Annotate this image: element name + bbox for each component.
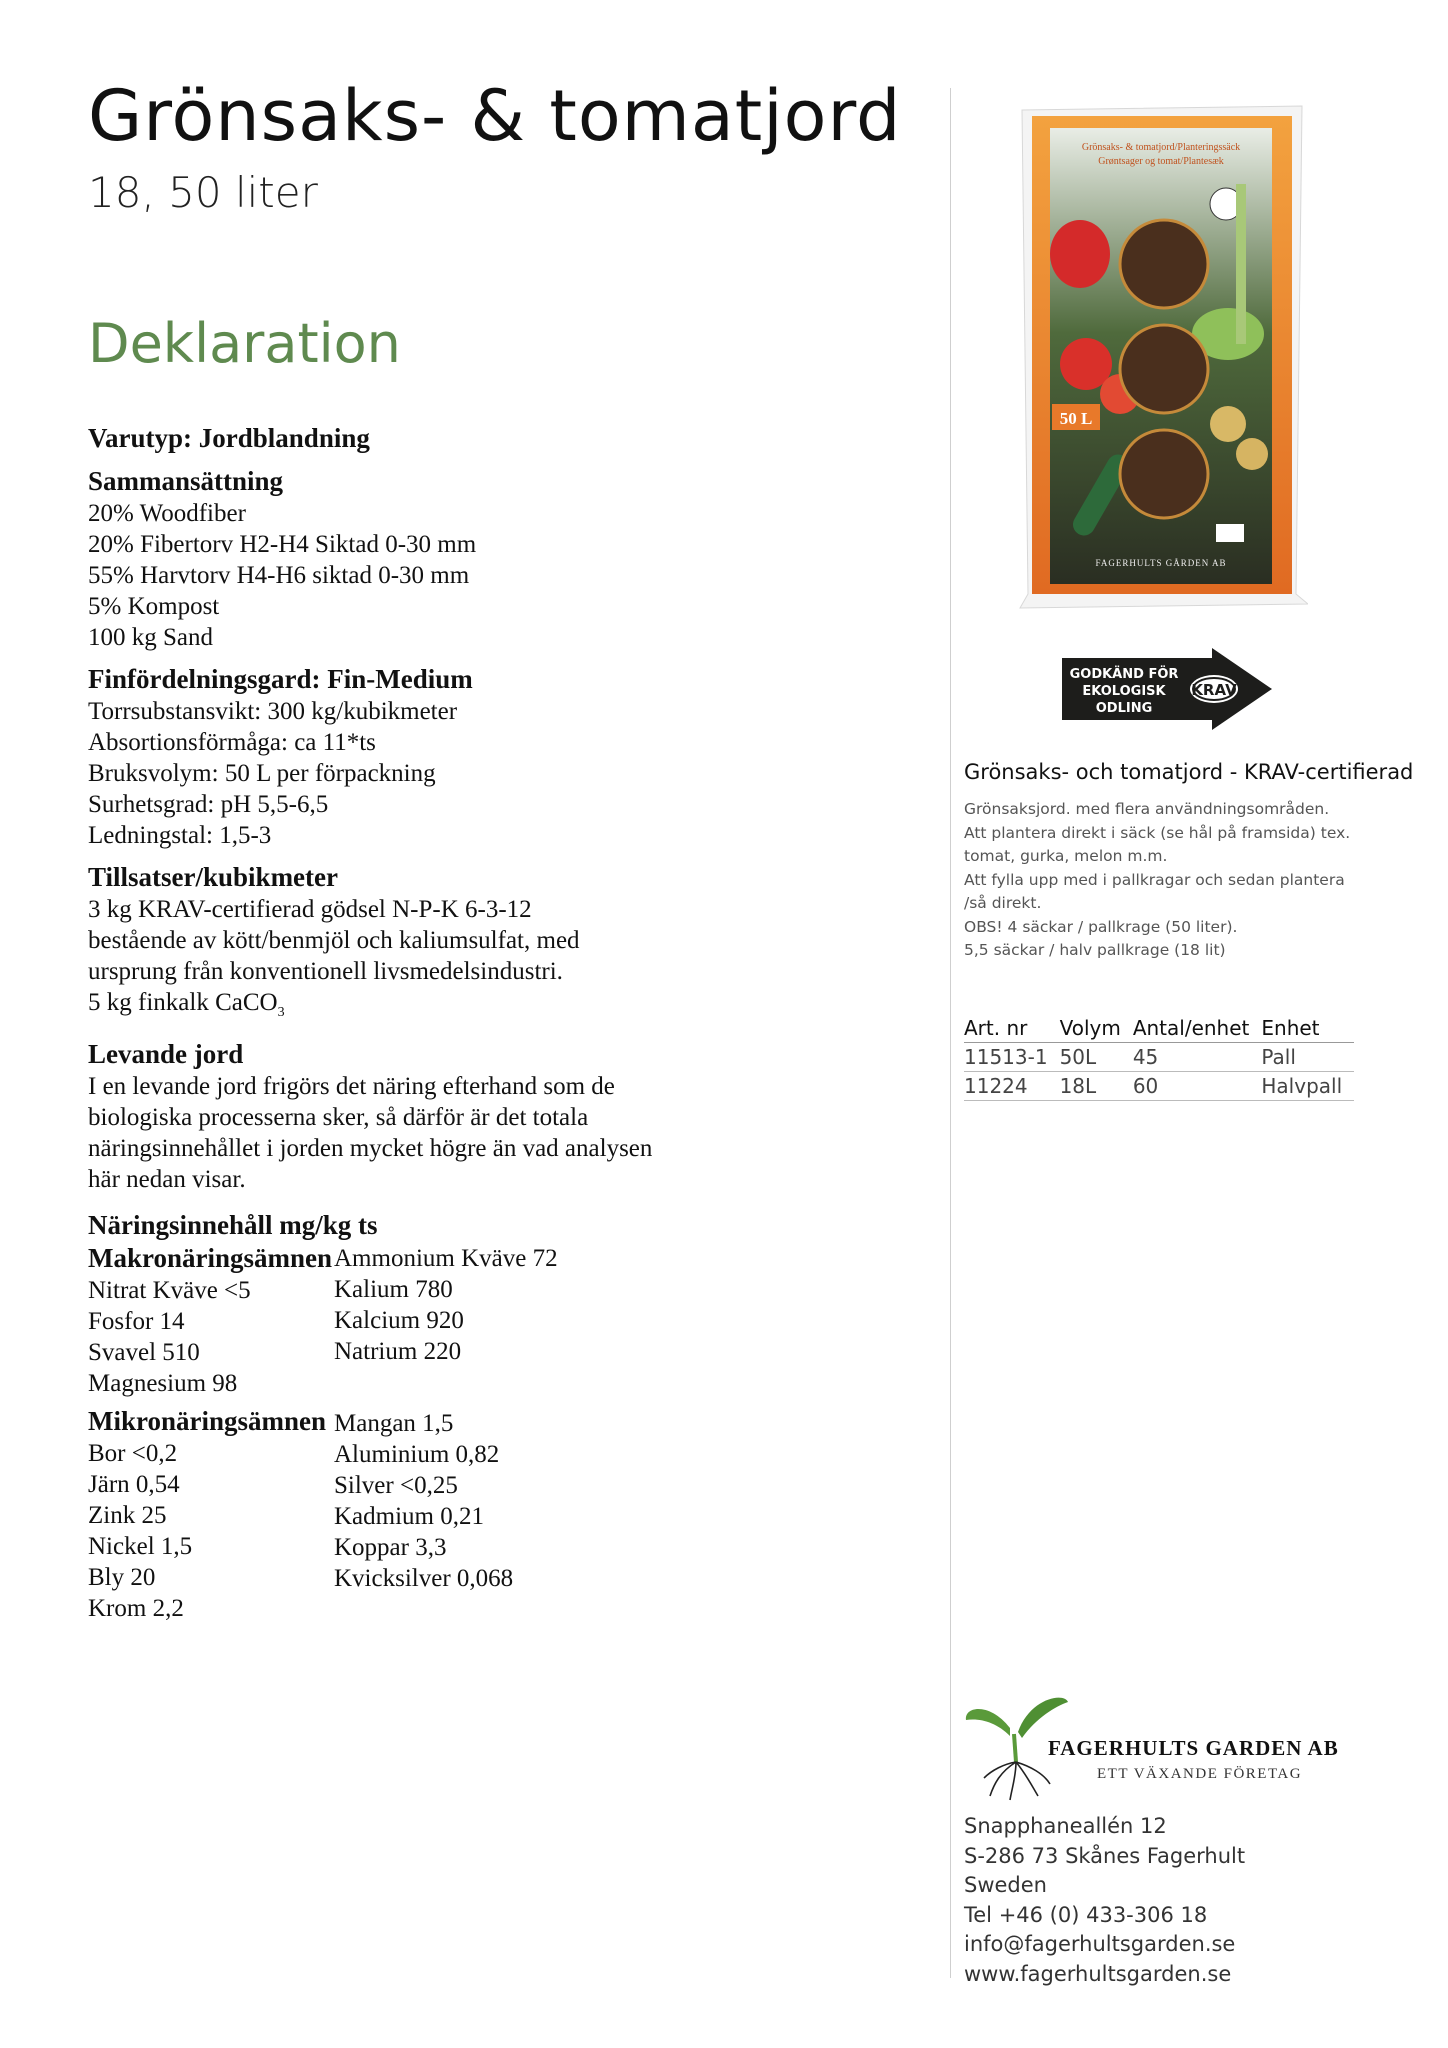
- macro-right: [334, 1243, 558, 1367]
- composition-item: 55% Harvtorv H4-H6 siktad 0-30 mm: [88, 562, 470, 589]
- living-heading: Levande jord: [88, 1039, 244, 1069]
- phone: Tel +46 (0) 433-306 18: [964, 1902, 1208, 1927]
- table-row: [964, 1072, 1354, 1101]
- nutrient-item: Bly 20: [88, 1564, 156, 1591]
- section-heading: Deklaration: [88, 312, 401, 375]
- product-description-line: Att plantera direkt i säck (se hål på framsida) tex.: [964, 823, 1351, 842]
- nutrient-item: Nickel 1,5: [88, 1533, 193, 1560]
- grain-heading: Finfördelningsgard: Fin-Medium: [88, 664, 473, 694]
- volume-tag-text: 50 L: [1059, 409, 1093, 428]
- additives-line: bestående av kött/benmjöl och kaliumsulfat, med: [88, 927, 580, 954]
- column-header: Art. nr: [964, 1016, 1060, 1043]
- nutrient-item: Kadmium 0,21: [334, 1503, 484, 1530]
- table-cell: 60: [1133, 1072, 1262, 1101]
- composition-item: 20% Woodfiber: [88, 500, 246, 527]
- macro-heading: Makronäringsämnen: [88, 1243, 333, 1273]
- column-header: Enhet: [1261, 1016, 1354, 1043]
- leek-icon: [1236, 184, 1246, 344]
- table-cell: 45: [1133, 1043, 1262, 1072]
- product-bag-image: [1016, 104, 1308, 610]
- page-subtitle: 18, 50 liter: [88, 168, 318, 217]
- nutrient-item: Koppar 3,3: [334, 1534, 447, 1561]
- badge-line2: EKOLOGISK: [1082, 684, 1166, 699]
- nutrient-item: Natrium 220: [334, 1338, 462, 1365]
- soil-circle-icon: [1120, 325, 1208, 413]
- website-link[interactable]: www.fagerhultsgarden.se: [964, 1961, 1232, 1986]
- living-line: I en levande jord frigörs det näring efterhand som de: [88, 1073, 615, 1100]
- table-cell: Pall: [1261, 1043, 1354, 1072]
- table-cell: 50L: [1060, 1043, 1133, 1072]
- living-text: [88, 1071, 728, 1195]
- nutrient-item: Kvicksilver 0,068: [334, 1565, 514, 1592]
- nutrient-item: Bor <0,2: [88, 1440, 178, 1467]
- composition-item: 5% Kompost: [88, 593, 220, 620]
- composition-list: [88, 498, 728, 653]
- composition-heading: Sammansättning: [88, 466, 284, 496]
- additives-lime: [88, 987, 728, 1028]
- additives-text: [88, 894, 728, 1028]
- micro-right: [334, 1408, 513, 1594]
- leaf-left-icon: [966, 1709, 1010, 1736]
- column-header: Volym: [1060, 1016, 1133, 1043]
- living-line: biologiska processerna sker, så därför är det totala: [88, 1104, 589, 1131]
- article-table: [964, 1016, 1354, 1101]
- nutrient-item: Krom 2,2: [88, 1595, 184, 1622]
- nutrient-item: Kalcium 920: [334, 1307, 464, 1334]
- bag-brand: FAGERHULTS GÅRDEN AB: [1095, 558, 1227, 568]
- nutrients-heading: Näringsinnehåll mg/kg ts: [88, 1210, 378, 1240]
- address-line: Snapphaneallén 12: [964, 1814, 1167, 1838]
- micro-heading: Mikronäringsämnen: [88, 1406, 327, 1436]
- nutrient-item: Aluminium 0,82: [334, 1441, 500, 1468]
- property-item: Absortionsförmåga: ca 11*ts: [88, 729, 376, 756]
- product-description-line: Grönsaksjord. med flera användningsområden.: [964, 800, 1330, 818]
- bag-label-line2: Grøntsager og tomat/Plantesæk: [1098, 156, 1224, 167]
- nutrient-item: Nitrat Kväve <5: [88, 1277, 251, 1304]
- table-cell: 18L: [1060, 1072, 1133, 1101]
- properties-list: [88, 696, 728, 851]
- declaration-column: [88, 422, 728, 1624]
- address-line: Sweden: [964, 1873, 1047, 1897]
- badge-line3: ODLING: [1095, 701, 1153, 716]
- nutrient-item: Järn 0,54: [88, 1471, 180, 1498]
- product-description-line: /så direkt.: [964, 894, 1042, 912]
- nutrient-item: Zink 25: [88, 1502, 167, 1529]
- bag-label-line1: Grönsaks- & tomatjord/Planteringssäck: [1081, 142, 1241, 153]
- table-row: [964, 1043, 1354, 1072]
- soil-circle-icon: [1120, 220, 1208, 308]
- product-description-line: 5,5 säckar / halv pallkrage (18 lit): [964, 941, 1226, 959]
- nutrient-item: Kalium 780: [334, 1276, 453, 1303]
- composition-item: 20% Fibertorv H2-H4 Siktad 0-30 mm: [88, 531, 477, 558]
- nutrient-item: Ammonium Kväve 72: [334, 1245, 558, 1272]
- potato-icon: [1210, 406, 1246, 442]
- table-cell: Halvpall: [1261, 1072, 1354, 1101]
- product-description-line: tomat, gurka, melon m.m.: [964, 847, 1168, 865]
- table-header-row: [964, 1016, 1354, 1043]
- composition-item: 100 kg Sand: [88, 624, 213, 651]
- company-address: [964, 1812, 1245, 1989]
- product-heading: Grönsaks- och tomatjord - KRAV-certifierad: [964, 760, 1414, 784]
- leaf-right-icon: [1018, 1698, 1068, 1738]
- krav-badge: [1062, 648, 1272, 730]
- company-tagline: ETT VÄXANDE FÖRETAG: [1097, 1766, 1303, 1782]
- product-description-line: Att fylla upp med i pallkragar och sedan plantera: [964, 870, 1345, 889]
- varutyp: Varutyp: Jordblandning: [88, 423, 370, 453]
- property-item: Bruksvolym: 50 L per förpackning: [88, 760, 436, 787]
- micro-left: [88, 1438, 192, 1624]
- additives-line: 3 kg KRAV-certifierad gödsel N-P-K 6-3-12: [88, 896, 532, 923]
- company-name: FAGERHULTS GARDEN AB: [1048, 1736, 1339, 1760]
- table-cell: 11513-1: [964, 1043, 1060, 1072]
- soil-circle-icon: [1120, 430, 1208, 518]
- macro-left: [88, 1275, 251, 1399]
- property-item: Ledningstal: 1,5-3: [88, 822, 272, 849]
- property-item: Torrsubstansvikt: 300 kg/kubikmeter: [88, 698, 458, 725]
- krav-logo-text: KRAV: [1191, 681, 1237, 699]
- product-description-line: OBS! 4 säckar / pallkrage (50 liter).: [964, 917, 1238, 936]
- nutrient-item: Fosfor 14: [88, 1308, 185, 1335]
- table-cell: 11224: [964, 1072, 1060, 1101]
- lime-text: 5 kg finkalk CaCO: [88, 989, 278, 1016]
- column-divider: [950, 88, 951, 1978]
- additives-line: ursprung från konventionell livsmedelsindustri.: [88, 958, 563, 985]
- bag-krav-mark: [1216, 524, 1244, 542]
- column-header: Antal/enhet: [1133, 1016, 1262, 1043]
- living-line: näringsinnehållet i jorden mycket högre än vad analysen: [88, 1135, 653, 1162]
- email-link[interactable]: info@fagerhultsgarden.se: [964, 1932, 1236, 1956]
- address-line: S-286 73 Skånes Fagerhult: [964, 1843, 1246, 1868]
- property-item: Surhetsgrad: pH 5,5-6,5: [88, 791, 329, 818]
- potato-icon: [1236, 438, 1268, 470]
- badge-line1: GODKÄND FÖR: [1069, 667, 1179, 682]
- product-info: [964, 760, 1414, 963]
- pepper-icon: [1050, 220, 1110, 288]
- lime-subscript: 3: [277, 1005, 285, 1020]
- nutrient-item: Svavel 510: [88, 1339, 200, 1366]
- nutrient-item: Silver <0,25: [334, 1472, 458, 1499]
- page-title: Grönsaks- & tomatjord: [88, 75, 902, 157]
- roots-icon: [984, 1762, 1050, 1800]
- living-line: här nedan visar.: [88, 1166, 246, 1193]
- nutrient-item: Mangan 1,5: [334, 1410, 454, 1437]
- nutrient-item: Magnesium 98: [88, 1370, 238, 1397]
- additives-heading: Tillsatser/kubikmeter: [88, 862, 339, 892]
